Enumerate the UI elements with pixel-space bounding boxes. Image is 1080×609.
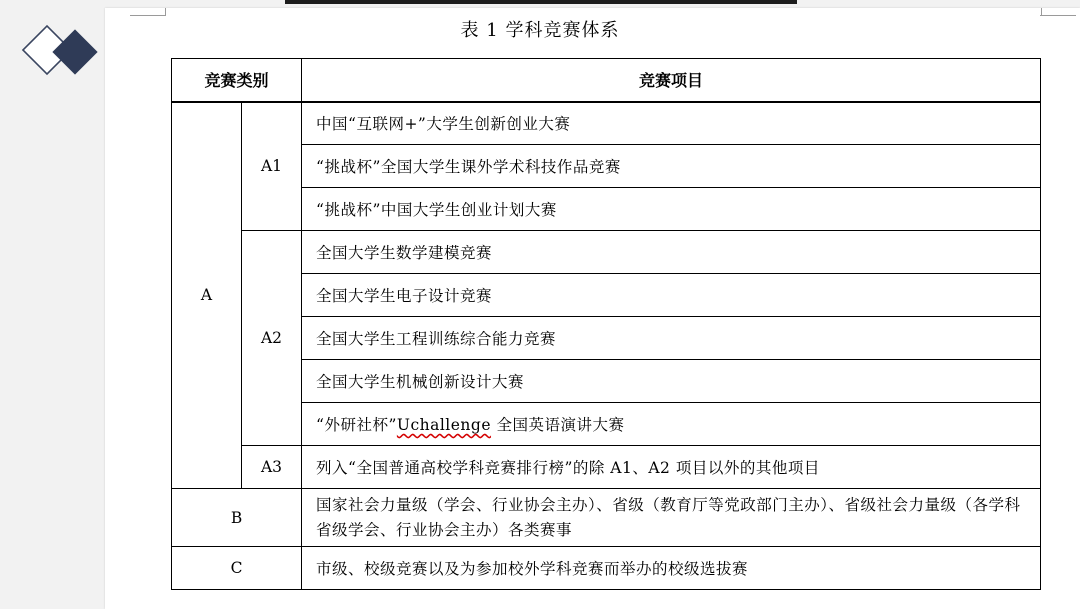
project-item: 全国大学生数学建模竞赛 — [302, 231, 1041, 274]
project-item: 全国大学生电子设计竞赛 — [302, 274, 1041, 317]
crop-mark-top-right-vertical — [1041, 8, 1042, 16]
table-row — [172, 145, 1041, 188]
header-project: 竞赛项目 — [302, 59, 1041, 102]
crop-mark-top-left-vertical — [165, 8, 166, 16]
category-a: A — [172, 102, 242, 489]
diamond-logo-icon — [18, 20, 108, 90]
subcategory-a1: A1 — [242, 102, 302, 231]
project-item: 列入“全国普通高校学科竞赛排行榜”的除 A1、A2 项目以外的其他项目 — [302, 446, 1041, 489]
table-row — [172, 489, 1041, 547]
project-item: “挑战杯”中国大学生创业计划大赛 — [302, 188, 1041, 231]
table-row — [172, 102, 1041, 145]
project-item: 全国大学生工程训练综合能力竞赛 — [302, 317, 1041, 360]
item-suffix: 全国英语演讲大赛 — [491, 416, 625, 434]
competition-table — [171, 58, 1041, 590]
table-row — [172, 231, 1041, 274]
category-c: C — [172, 547, 302, 590]
project-item: 全国大学生机械创新设计大赛 — [302, 360, 1041, 403]
table-row — [172, 274, 1041, 317]
project-item: “挑战杯”全国大学生课外学术科技作品竞赛 — [302, 145, 1041, 188]
subcategory-a2: A2 — [242, 231, 302, 446]
table-row — [172, 317, 1041, 360]
spellcheck-underlined-word: Uchallenge — [396, 416, 492, 434]
table-row — [172, 188, 1041, 231]
project-item: 市级、校级竞赛以及为参加校外学科竞赛而举办的校级选拔赛 — [302, 547, 1041, 590]
subcategory-a3: A3 — [242, 446, 302, 489]
category-b: B — [172, 489, 302, 547]
project-item: 中国“互联网+”大学生创新创业大赛 — [302, 102, 1041, 145]
table-row — [172, 446, 1041, 489]
table-row — [172, 360, 1041, 403]
top-bar — [285, 0, 797, 4]
item-prefix: “外研社杯” — [316, 416, 397, 434]
header-category: 竞赛类别 — [172, 59, 302, 102]
project-item-uchallenge — [302, 403, 1041, 446]
table-row — [172, 403, 1041, 446]
table-header-row — [172, 59, 1041, 102]
project-item: 国家社会力量级（学会、行业协会主办）、省级（教育厅等党政部门主办）、省级社会力量级（各学科省级学会、行业协会主办）各类赛事 — [302, 489, 1041, 547]
crop-mark-top-right — [1040, 15, 1076, 16]
table-row — [172, 547, 1041, 590]
table-title: 表 1 学科竞赛体系 — [460, 20, 620, 41]
